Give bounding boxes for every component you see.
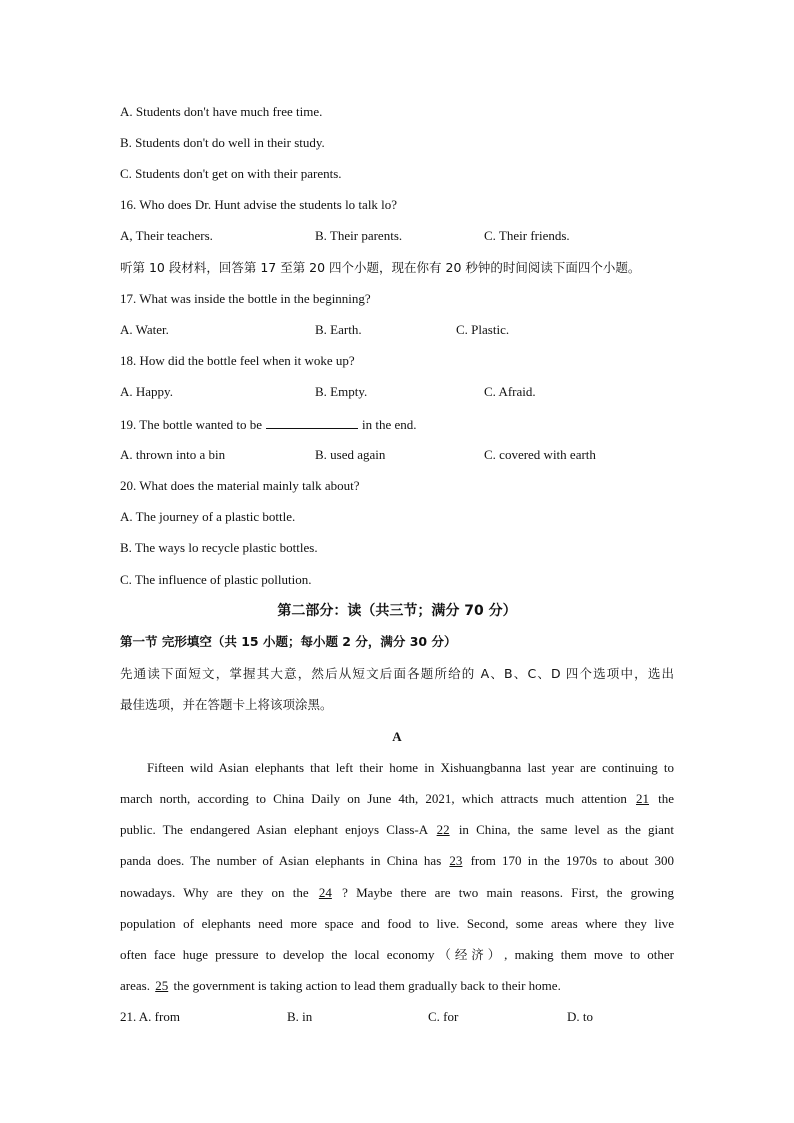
part2-title: 第二部分：读（共三节；满分 70 分）: [277, 603, 517, 619]
section1-title: 第一节 完形填空（共 15 小题；每小题 2 分，满分 30 分）: [120, 634, 457, 649]
q18-option-c: C. Afraid.: [484, 384, 536, 399]
passage-line-8: areas. 25 the government is taking action to lead them gradually back to their home.: [120, 978, 561, 993]
q17-option-a: A. Water.: [120, 322, 169, 337]
q21-option-b: B. in: [287, 1009, 313, 1024]
q17-option-b: B. Earth.: [315, 322, 362, 337]
passage-line-6: population of elephants need more space and food to live. Second, some areas where they live: [120, 916, 674, 931]
passage-line-7: often face huge pressure to develop the local economy（经济）, making them move to other: [120, 947, 674, 962]
q15-option-a: A. Students don't have much free time.: [120, 104, 323, 119]
q19-question-post: in the end.: [362, 417, 417, 432]
q20-option-b: B. The ways lo recycle plastic bottles.: [120, 540, 318, 555]
q17-question: 17. What was inside the bottle in the beginning?: [120, 291, 371, 306]
q18-question: 18. How did the bottle feel when it woke up?: [120, 353, 355, 368]
q19-option-a: A. thrown into a bin: [120, 447, 226, 462]
passage-line-5: nowadays. Why are they on the 24 ? Maybe there are two main reasons. First, the growing: [120, 885, 675, 900]
q19-option-c: C. covered with earth: [484, 447, 596, 462]
q19-blank: [266, 416, 358, 429]
passage-line-4: panda does. The number of Asian elephants in China has 23 from 170 in the 1970s to about 300: [120, 853, 675, 868]
q16-option-a: A, Their teachers.: [120, 228, 213, 243]
listening-instruction: 听第 10 段材料，回答第 17 至第 20 四个小题，现在你有 20 秒钟的时间阅读下面四个小题。: [120, 260, 641, 275]
blank-25: 25: [155, 978, 169, 993]
q19-question: [120, 416, 417, 433]
q21-option-a: 21. A. from: [120, 1009, 180, 1024]
q21-option-d: D. to: [567, 1009, 593, 1024]
q15-option-b: B. Students don't do well in their study.: [120, 135, 325, 150]
passage-line-2: march north, according to China Daily on June 4th, 2021, which attracts much attention 21 the: [120, 791, 675, 806]
passage-label: A: [392, 729, 402, 744]
q15-option-c: C. Students don't get on with their parents.: [120, 166, 342, 181]
q21-option-c: C. for: [428, 1009, 459, 1024]
blank-23: 23: [449, 853, 463, 868]
blank-24: 24: [318, 885, 332, 900]
blank-21: 21: [635, 791, 649, 806]
q20-option-a: A. The journey of a plastic bottle.: [120, 509, 296, 524]
q19-option-b: B. used again: [315, 447, 386, 462]
q20-option-c: C. The influence of plastic pollution.: [120, 572, 312, 587]
q19-question-pre: 19. The bottle wanted to be: [120, 417, 263, 432]
passage-line-3: public. The endangered Asian elephant enjoys Class-A 22 in China, the same level as the giant: [120, 822, 675, 837]
section1-instruction-line1: 先通读下面短文，掌握其大意，然后从短文后面各题所给的 A、B、C、D 四个选项中，选出: [120, 666, 674, 681]
blank-22: 22: [436, 822, 450, 837]
q18-option-a: A. Happy.: [120, 384, 173, 399]
q17-option-c: C. Plastic.: [456, 322, 510, 337]
passage-line-1: Fifteen wild Asian elephants that left their home in Xishuangbanna last year are continuing to: [147, 760, 674, 775]
q16-option-c: C. Their friends.: [484, 228, 570, 243]
q20-question: 20. What does the material mainly talk about?: [120, 478, 360, 493]
section1-instruction-line2: 最佳选项，并在答题卡上将该项涂黑。: [120, 697, 333, 712]
q16-question: 16. Who does Dr. Hunt advise the students lo talk lo?: [120, 197, 398, 212]
q18-option-b: B. Empty.: [315, 384, 368, 399]
q16-option-b: B. Their parents.: [315, 228, 403, 243]
